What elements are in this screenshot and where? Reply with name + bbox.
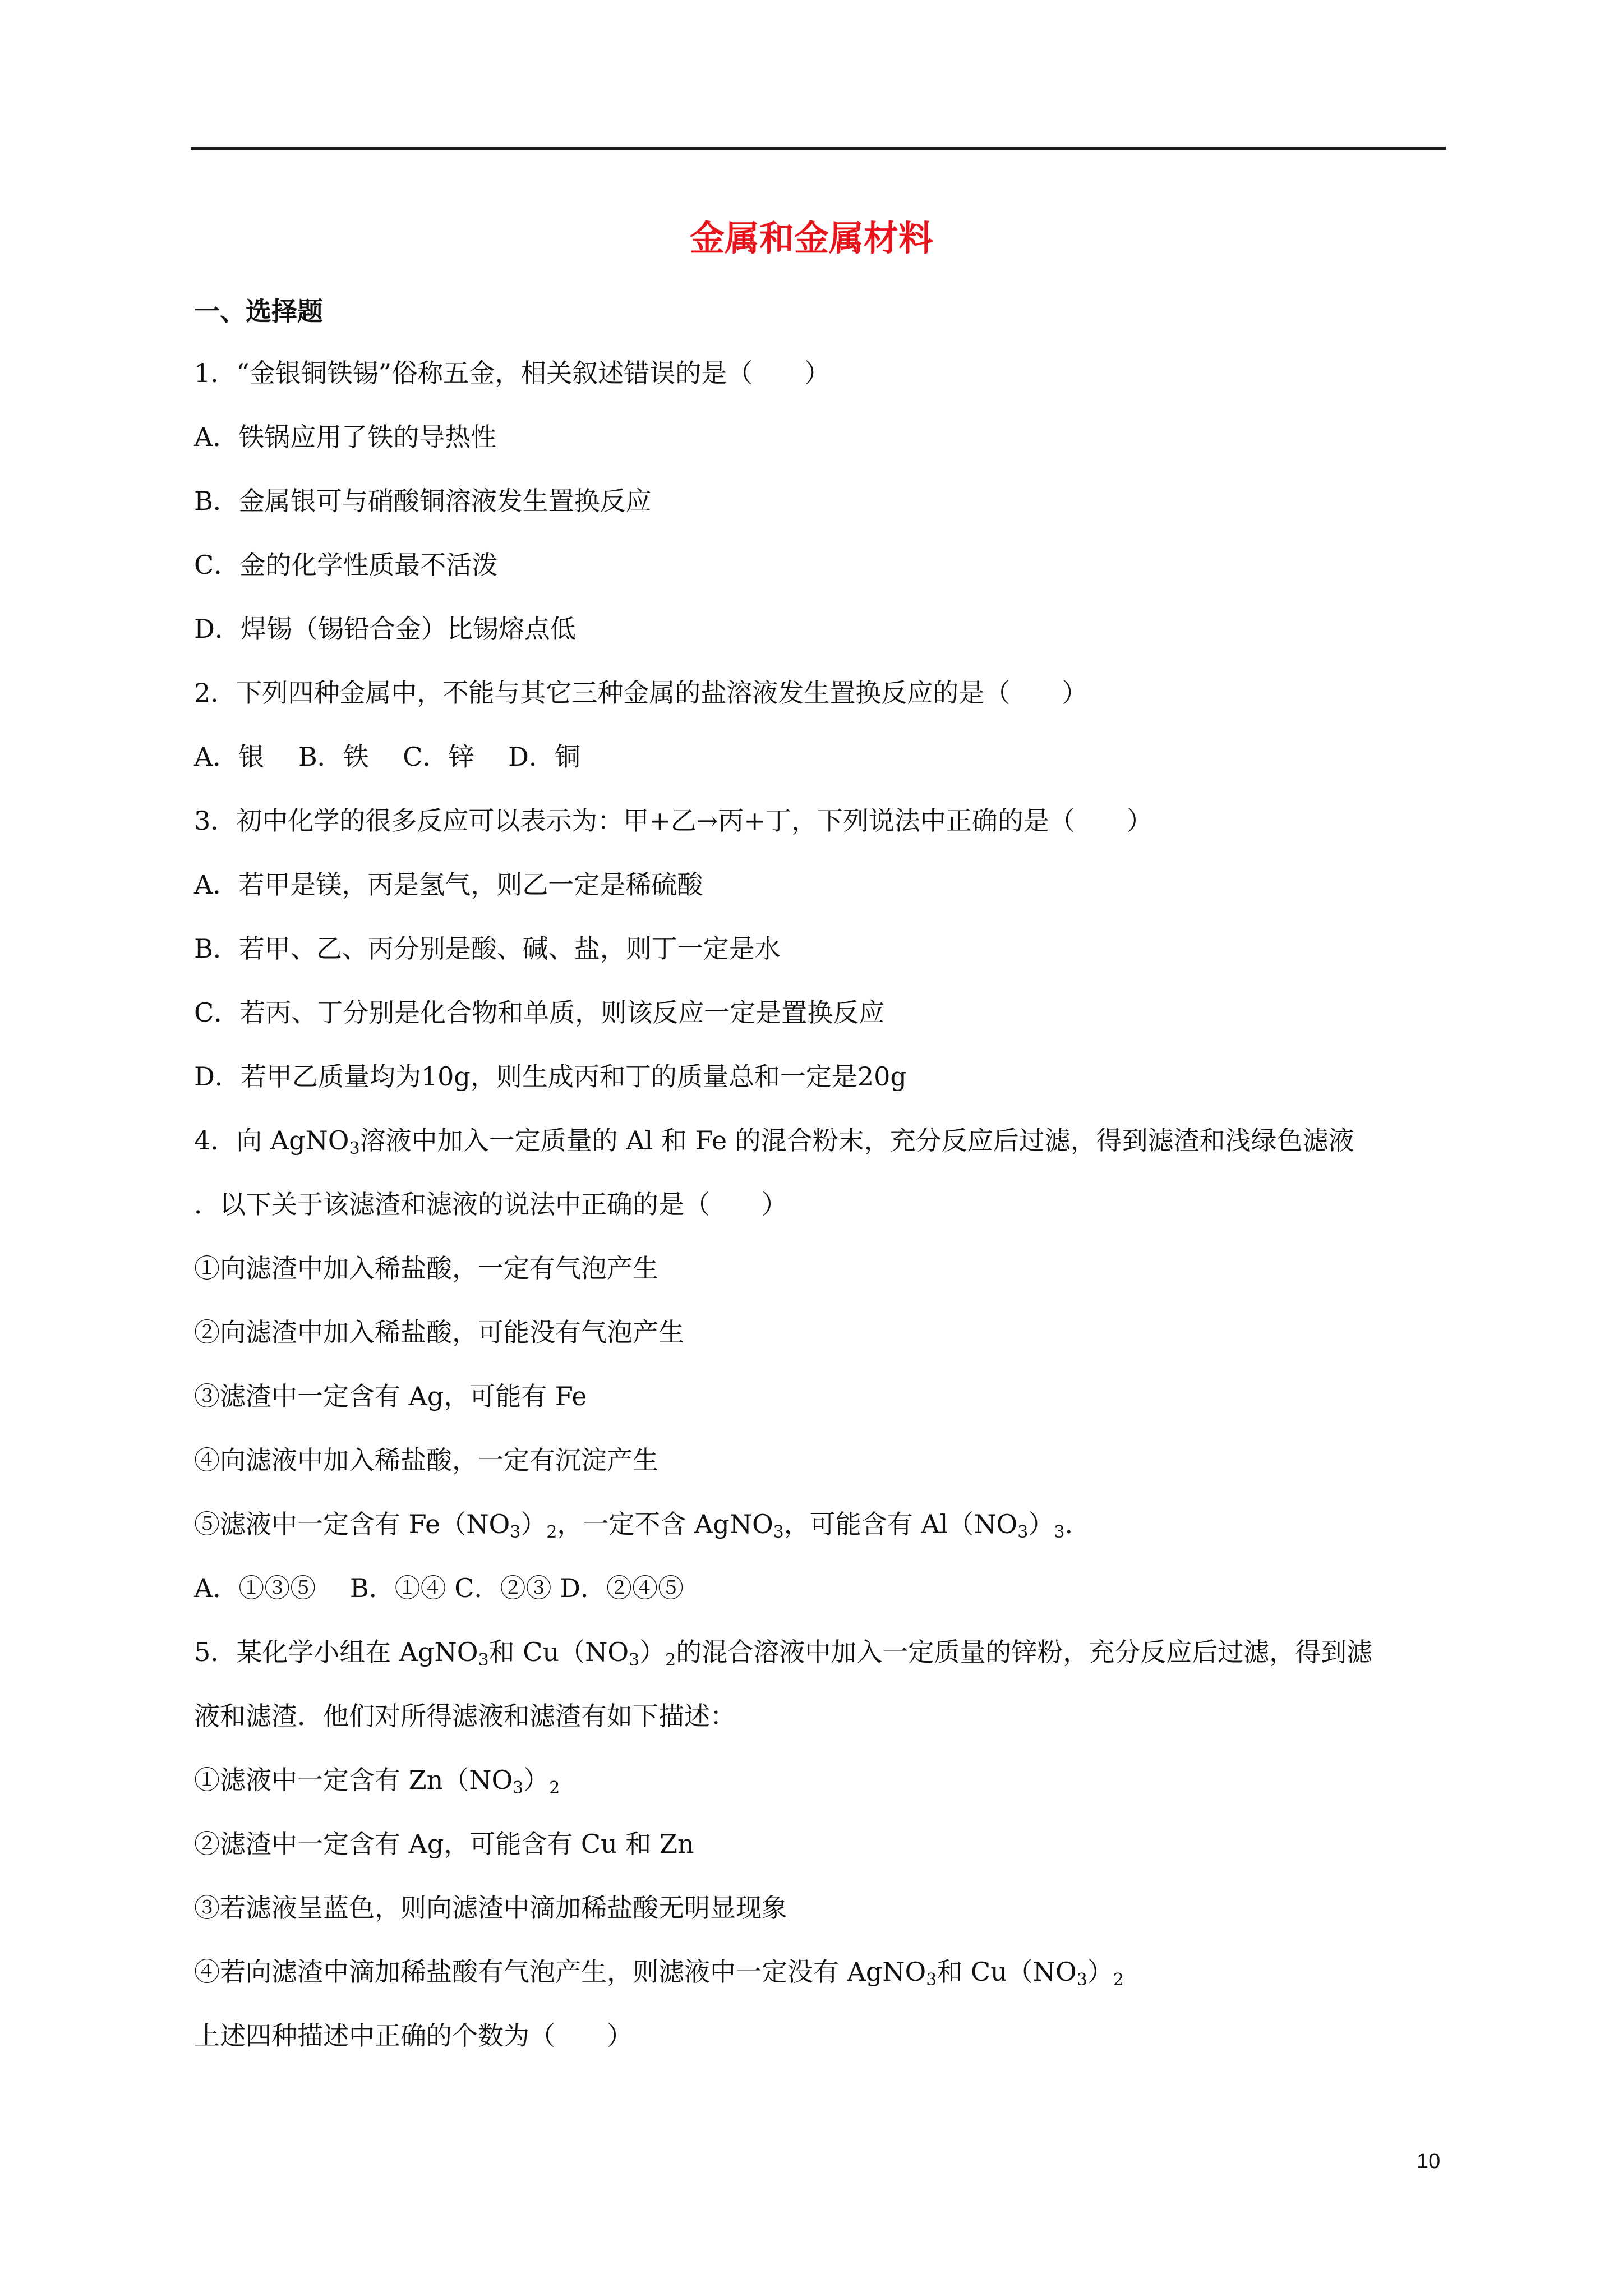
q4-s5-sub-5: 3 [1054, 1522, 1065, 1542]
q5-s4-part-a: ④若向滤渣中滴加稀盐酸有气泡产生，则滤液中一定没有 AgNO [194, 1957, 926, 1987]
q5-stem-sub-1: 3 [478, 1650, 489, 1670]
question-4-statement-5 [194, 1504, 1073, 1544]
question-3-option-d: D．若甲乙质量均为10g，则生成丙和丁的质量总和一定是20g [194, 1061, 907, 1092]
question-4-statement-3: ③滤渣中一定含有 Ag，可能有 Fe [194, 1381, 587, 1411]
question-4-options: A．①③⑤ B．①④ C．②③ D．②④⑤ [194, 1573, 684, 1603]
question-5-statement-1 [194, 1760, 560, 1800]
question-1-option-c: C．金的化学性质最不活泼 [194, 550, 498, 580]
q4-s5-sub-2: 2 [546, 1522, 557, 1542]
q5-s4-sub-1: 3 [926, 1970, 937, 1990]
question-3-option-a: A．若甲是镁，丙是氢气，则乙一定是稀硫酸 [194, 869, 703, 900]
header-rule [191, 147, 1446, 150]
q4-stem-sub: 3 [349, 1139, 360, 1158]
q5-s4-sub-2: 3 [1076, 1970, 1087, 1990]
question-5-statement-3: ③若滤液呈蓝色，则向滤渣中滴加稀盐酸无明显现象 [194, 1893, 787, 1923]
question-2-stem: 2．下列四种金属中，不能与其它三种金属的盐溶液发生置换反应的是（ ） [194, 678, 1088, 708]
q4-s5-part-e: ） [1028, 1509, 1054, 1539]
question-1-option-d: D．焊锡（锡铅合金）比锡熔点低 [194, 614, 576, 644]
question-4-stem [194, 1121, 1354, 1160]
q5-s1-part-b: ） [523, 1765, 550, 1795]
question-5-statement-2: ②滤渣中一定含有 Ag，可能含有 Cu 和 Zn [194, 1829, 694, 1859]
q4-stem-post: 溶液中加入一定质量的 Al 和 Fe 的混合粉末，充分反应后过滤，得到滤渣和浅绿色滤液 [359, 1125, 1354, 1156]
q5-stem-sub-3: 2 [665, 1650, 676, 1670]
question-1-option-b: B．金属银可与硝酸铜溶液发生置换反应 [194, 486, 652, 516]
page-number: 10 [1417, 2150, 1441, 2173]
q5-s1-sub-1: 3 [513, 1778, 524, 1798]
question-4-statement-4: ④向滤液中加入稀盐酸，一定有沉淀产生 [194, 1445, 658, 1475]
q4-stem-pre: 4．向 AgNO [194, 1125, 349, 1156]
q5-stem-part-c: ） [639, 1637, 666, 1667]
q4-s5-part-c: ，一定不含 AgNO [557, 1509, 773, 1539]
q4-s5-sub-1: 3 [510, 1522, 521, 1542]
question-5-stem [194, 1632, 1372, 1672]
question-1-option-a: A．铁锅应用了铁的导热性 [194, 422, 497, 452]
q5-s4-sub-3: 2 [1113, 1970, 1124, 1990]
question-5-statement-4 [194, 1952, 1124, 1991]
q5-s1-sub-2: 2 [549, 1778, 560, 1798]
q5-s1-part-a: ①滤液中一定含有 Zn（NO [194, 1765, 513, 1795]
document-title: 金属和金属材料 [689, 218, 933, 259]
question-3-stem: 3．初中化学的很多反应可以表示为：甲+乙→丙+丁，下列说法中正确的是（ ） [194, 806, 1152, 836]
question-4-stem-continued: ．以下关于该滤渣和滤液的说法中正确的是（ ） [194, 1189, 787, 1220]
q4-s5-sub-3: 3 [773, 1522, 784, 1542]
q4-s5-part-b: ） [520, 1509, 547, 1539]
q4-s5-part-d: ，可能含有 Al（NO [783, 1509, 1018, 1539]
q5-stem-part-b: 和 Cu（NO [488, 1637, 629, 1667]
question-2-options: A．银 B．铁 C．锌 D．铜 [194, 742, 580, 772]
q5-stem-sub-2: 3 [629, 1650, 640, 1670]
question-4-statement-2: ②向滤渣中加入稀盐酸，可能没有气泡产生 [194, 1317, 684, 1347]
question-3-option-c: C．若丙、丁分别是化合物和单质，则该反应一定是置换反应 [194, 997, 885, 1028]
question-3-option-b: B．若甲、乙、丙分别是酸、碱、盐，则丁一定是水 [194, 933, 781, 964]
q4-s5-part-f: . [1064, 1509, 1073, 1539]
q5-s4-part-c: ） [1087, 1957, 1113, 1987]
question-5-prompt: 上述四种描述中正确的个数为（ ） [194, 2021, 633, 2051]
question-1-stem: 1．“金银铜铁锡”俗称五金，相关叙述错误的是（ ） [194, 358, 831, 388]
q4-s5-part-a: ⑤滤液中一定含有 Fe（NO [194, 1509, 510, 1539]
q5-stem-part-a: 5．某化学小组在 AgNO [194, 1637, 478, 1667]
q4-s5-sub-4: 3 [1017, 1522, 1029, 1542]
question-4-statement-1: ①向滤渣中加入稀盐酸，一定有气泡产生 [194, 1253, 658, 1283]
q5-stem-part-d: 的混合溶液中加入一定质量的锌粉，充分反应后过滤，得到滤 [676, 1637, 1373, 1667]
q5-s4-part-b: 和 Cu（NO [937, 1957, 1077, 1987]
question-5-stem-continued: 液和滤渣．他们对所得滤液和滤渣有如下描述： [194, 1701, 736, 1731]
section-heading: 一、选择题 [194, 296, 323, 326]
